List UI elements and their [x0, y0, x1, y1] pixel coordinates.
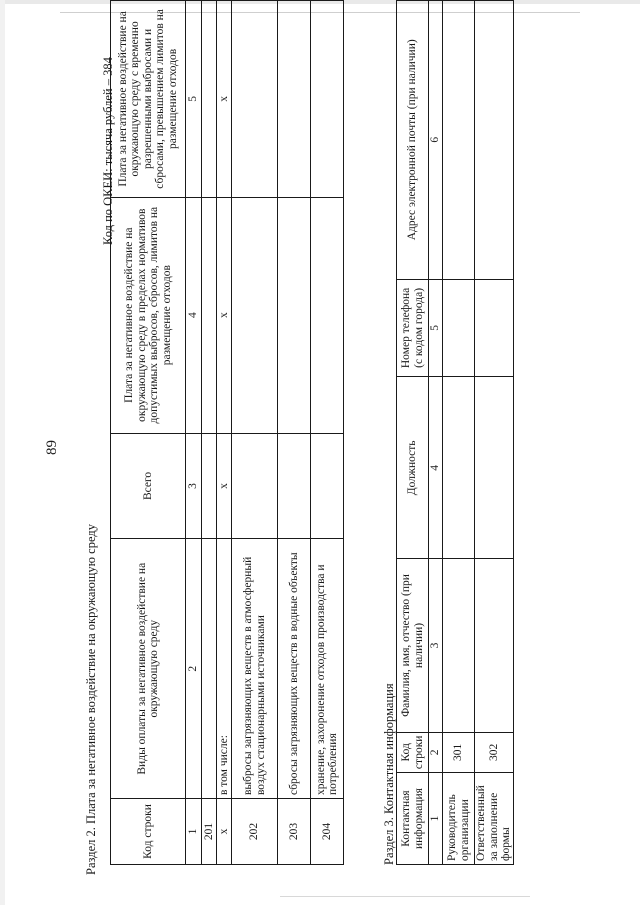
- col-number: 5: [186, 1, 202, 198]
- contact-label: Ответственный за заполнение формы: [475, 773, 514, 865]
- contact-code: 301: [443, 732, 475, 773]
- row-over[interactable]: [278, 1, 311, 198]
- header-phone: Номер телефона (с кодом города): [397, 279, 429, 377]
- contact-fio[interactable]: [475, 559, 514, 732]
- row-name: хранение, захоронение отходов производства и потребления: [311, 539, 344, 799]
- row-total: x: [217, 433, 232, 539]
- row-within: x: [217, 197, 232, 433]
- table-row: [311, 1, 344, 865]
- header-row: [397, 1, 429, 865]
- row-name: выбросы загрязняющих веществ в атмосферный воздух стационарными источниками: [232, 539, 278, 799]
- contact-position[interactable]: [443, 377, 475, 559]
- contact-fio[interactable]: [443, 559, 475, 732]
- row-code: x: [217, 799, 232, 865]
- col-number: 2: [186, 539, 202, 799]
- section2-table: [110, 0, 344, 865]
- table-row: [202, 1, 217, 865]
- row-code: 202: [232, 799, 278, 865]
- row-total[interactable]: [202, 433, 217, 539]
- row-over[interactable]: [232, 1, 278, 198]
- contact-label: Руководитель организации: [443, 773, 475, 865]
- table-row: [232, 1, 278, 865]
- row-code: 203: [278, 799, 311, 865]
- col-number: 6: [429, 1, 443, 280]
- col-number: 1: [186, 799, 202, 865]
- col-number: 2: [429, 732, 443, 773]
- row-code: 204: [311, 799, 344, 865]
- row-over[interactable]: [202, 1, 217, 198]
- header-contact-info: Контактная информация: [397, 773, 429, 865]
- table-row: [475, 1, 514, 865]
- page-number: 89: [44, 440, 60, 455]
- col-number: 5: [429, 279, 443, 377]
- contact-position[interactable]: [475, 377, 514, 559]
- col-number-row: [429, 1, 443, 865]
- contact-phone[interactable]: [475, 279, 514, 377]
- header-kind: Виды оплаты за негативное воздействие на окружающую среду: [111, 539, 186, 799]
- row-within[interactable]: [232, 197, 278, 433]
- col-number: 3: [186, 433, 202, 539]
- okei-code: Код по ОКЕИ: тысяча рублей – 384: [101, 57, 115, 245]
- header-code: Код строки: [111, 799, 186, 865]
- row-code: 201: [202, 799, 217, 865]
- col-number: 3: [429, 559, 443, 732]
- table-row: [217, 1, 232, 865]
- row-name: [202, 539, 217, 799]
- row-total[interactable]: [278, 433, 311, 539]
- header-total: Всего: [111, 433, 186, 539]
- row-total[interactable]: [311, 433, 344, 539]
- contact-email[interactable]: [475, 1, 514, 280]
- section3-table: [396, 0, 514, 865]
- contact-phone[interactable]: [443, 279, 475, 377]
- contact-code: 302: [475, 732, 514, 773]
- table-row: [278, 1, 311, 865]
- col-number: 4: [429, 377, 443, 559]
- row-over[interactable]: [311, 1, 344, 198]
- contact-email[interactable]: [443, 1, 475, 280]
- header-position: Должность: [397, 377, 429, 559]
- section3-title: Раздел 3. Контактная информация: [382, 683, 396, 865]
- section2-title: Раздел 2. Плата за негативное воздействие на окружающую среду: [84, 524, 98, 875]
- header-over-limits: Плата за негативное воздействие на окружающую среду с временно разрешенными выбросами и сбросами, превышением лимитов на размещение отходов: [111, 1, 186, 198]
- row-within[interactable]: [278, 197, 311, 433]
- header-within-limits: Плата за негативное воздействие на окружающую среду в пределах нормативов допустимых выбросов, сбросов, лимитов на размещение отходов: [111, 197, 186, 433]
- col-number-row: [186, 1, 202, 865]
- table-row: [443, 1, 475, 865]
- row-within[interactable]: [202, 197, 217, 433]
- col-number: 4: [186, 197, 202, 433]
- header-code: Код строки: [397, 732, 429, 773]
- row-name: сбросы загрязняющих веществ в водные объекты: [278, 539, 311, 799]
- row-name: в том числе:: [217, 539, 232, 799]
- col-number: 1: [429, 773, 443, 865]
- row-total[interactable]: [232, 433, 278, 539]
- row-within[interactable]: [311, 197, 344, 433]
- row-over: x: [217, 1, 232, 198]
- header-email: Адрес электронной почты (при наличии): [397, 1, 429, 280]
- header-fio: Фамилия, имя, отчество (при наличии): [397, 559, 429, 732]
- header-row: [111, 1, 186, 865]
